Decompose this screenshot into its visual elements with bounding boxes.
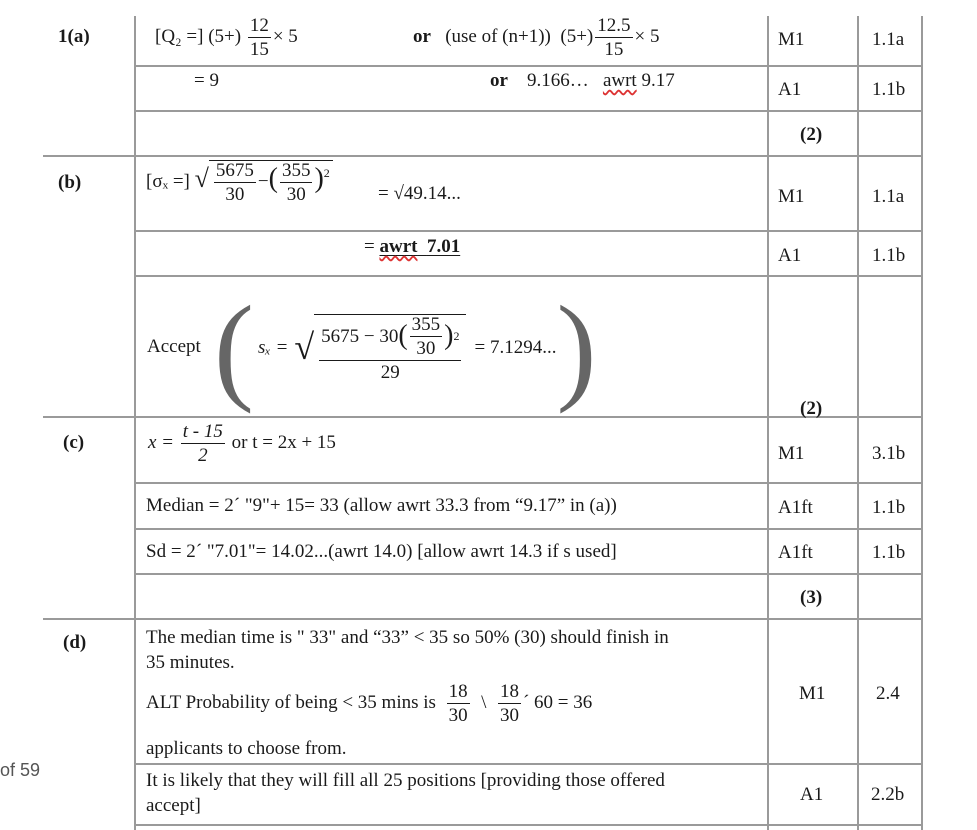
part-d-conclusion-1: It is likely that they will fill all 25 positions [providing those offered: [146, 770, 665, 791]
part-d-text-3: applicants to choose from.: [146, 738, 347, 759]
grid-line: [134, 763, 923, 765]
grid-line: [134, 275, 923, 277]
part-a-alt-working: or (use of (n+1)) (5+) $\frac{12.5}{15}$ × 5: [413, 15, 660, 60]
grid-line: [921, 16, 923, 830]
ao-ref: 2.4: [876, 683, 900, 704]
part-label-d: (d): [63, 632, 87, 653]
mark-code: A1: [778, 79, 802, 100]
grid-line: [134, 528, 923, 530]
q2-label: [Q₂ =]: [155, 25, 204, 47]
part-d-text-1: The median time is " 33" and “33” < 35 so 50% (30) should finish in: [146, 627, 669, 648]
grid-line: [43, 155, 923, 157]
part-label-c: (c): [63, 432, 85, 453]
part-a-working: [Q₂ =] (5+) $\frac{12}{15}$ × 5: [155, 15, 298, 60]
ao-ref: 1.1b: [872, 79, 906, 100]
grid-line: [134, 110, 923, 112]
fraction: $\frac{12}{15}$: [249, 15, 269, 60]
part-label-b: (b): [58, 172, 82, 193]
grid-line: [134, 230, 923, 232]
ao-ref: 3.1b: [872, 443, 906, 464]
fraction: $\frac{18}{30}$: [448, 681, 468, 726]
part-d-conclusion-2: accept]: [146, 795, 201, 816]
mark-code: A1ft: [778, 542, 813, 563]
part-d-alt: ALT Probability of being < 35 mins is $\frac{18}{30}$ \ $\frac{18}{30}$ ´ 60 = 36: [146, 681, 593, 726]
ao-ref: 1.1b: [872, 497, 906, 518]
mark-code: M1: [778, 443, 805, 464]
part-b-answer: = awrt 7.01: [364, 236, 461, 257]
ao-ref: 2.2b: [871, 784, 905, 805]
grid-line: [134, 16, 136, 830]
mark-code: A1: [800, 784, 824, 805]
part-total: (2): [800, 124, 823, 145]
fraction: $\frac{12.5}{15}$: [597, 15, 631, 60]
grid-line: [767, 16, 769, 830]
part-a-answer: = 9: [194, 70, 219, 91]
mark-code: M1: [799, 683, 826, 704]
grid-line: [134, 573, 923, 575]
accept-working: ( sₓ = √ 5675 − 30 ( $\frac{355}{30}$ ) 2 29 = 7.1294... ): [214, 280, 597, 414]
fraction: $\frac{t - 15}{2}$: [182, 421, 223, 466]
part-a-alt-answer: or 9.166… awrt 9.17: [490, 70, 675, 91]
grid-line: [134, 824, 923, 826]
sigma-label: [σₓ =]: [146, 170, 190, 192]
page-indicator: of 59: [0, 760, 41, 780]
accept-label: Accept: [147, 336, 201, 357]
ao-ref: 1.1a: [872, 29, 905, 50]
part-c-working: x = $\frac{t - 15}{2}$ or t = 2x + 15: [148, 421, 336, 466]
ao-ref: 1.1b: [872, 542, 906, 563]
grid-line: [857, 16, 859, 830]
ao-ref: 1.1b: [872, 245, 906, 266]
sqrt-icon: √: [194, 163, 209, 193]
grid-line: [43, 618, 923, 620]
mark-code: M1: [778, 29, 805, 50]
grid-line: [134, 482, 923, 484]
mark-code: A1: [778, 245, 802, 266]
grid-line: [134, 65, 923, 67]
part-b-result: = √49.14...: [378, 183, 461, 204]
part-b-working: [σₓ =] √ $\frac{5675}{30}$ −( $\frac{355}{30}$ )$^2$: [146, 160, 333, 204]
sqrt-icon: √: [294, 326, 315, 367]
grid-line: [43, 416, 923, 418]
part-c-median: Median = 2´ "9"+ 15= 33 (allow awrt 33.3 from “9.17” in (a)): [146, 495, 617, 516]
part-c-sd: Sd = 2´ "7.01"= 14.02...(awrt 14.0) [allow awrt 14.3 if s used]: [146, 541, 617, 562]
ao-ref: 1.1a: [872, 186, 905, 207]
fraction: $\frac{18}{30}$: [499, 681, 519, 726]
part-d-text-2: 35 minutes.: [146, 652, 235, 673]
part-label-a: 1(a): [58, 26, 90, 47]
part-total: (2): [800, 398, 823, 419]
mark-code: M1: [778, 186, 805, 207]
mark-code: A1ft: [778, 497, 813, 518]
part-total: (3): [800, 587, 823, 608]
